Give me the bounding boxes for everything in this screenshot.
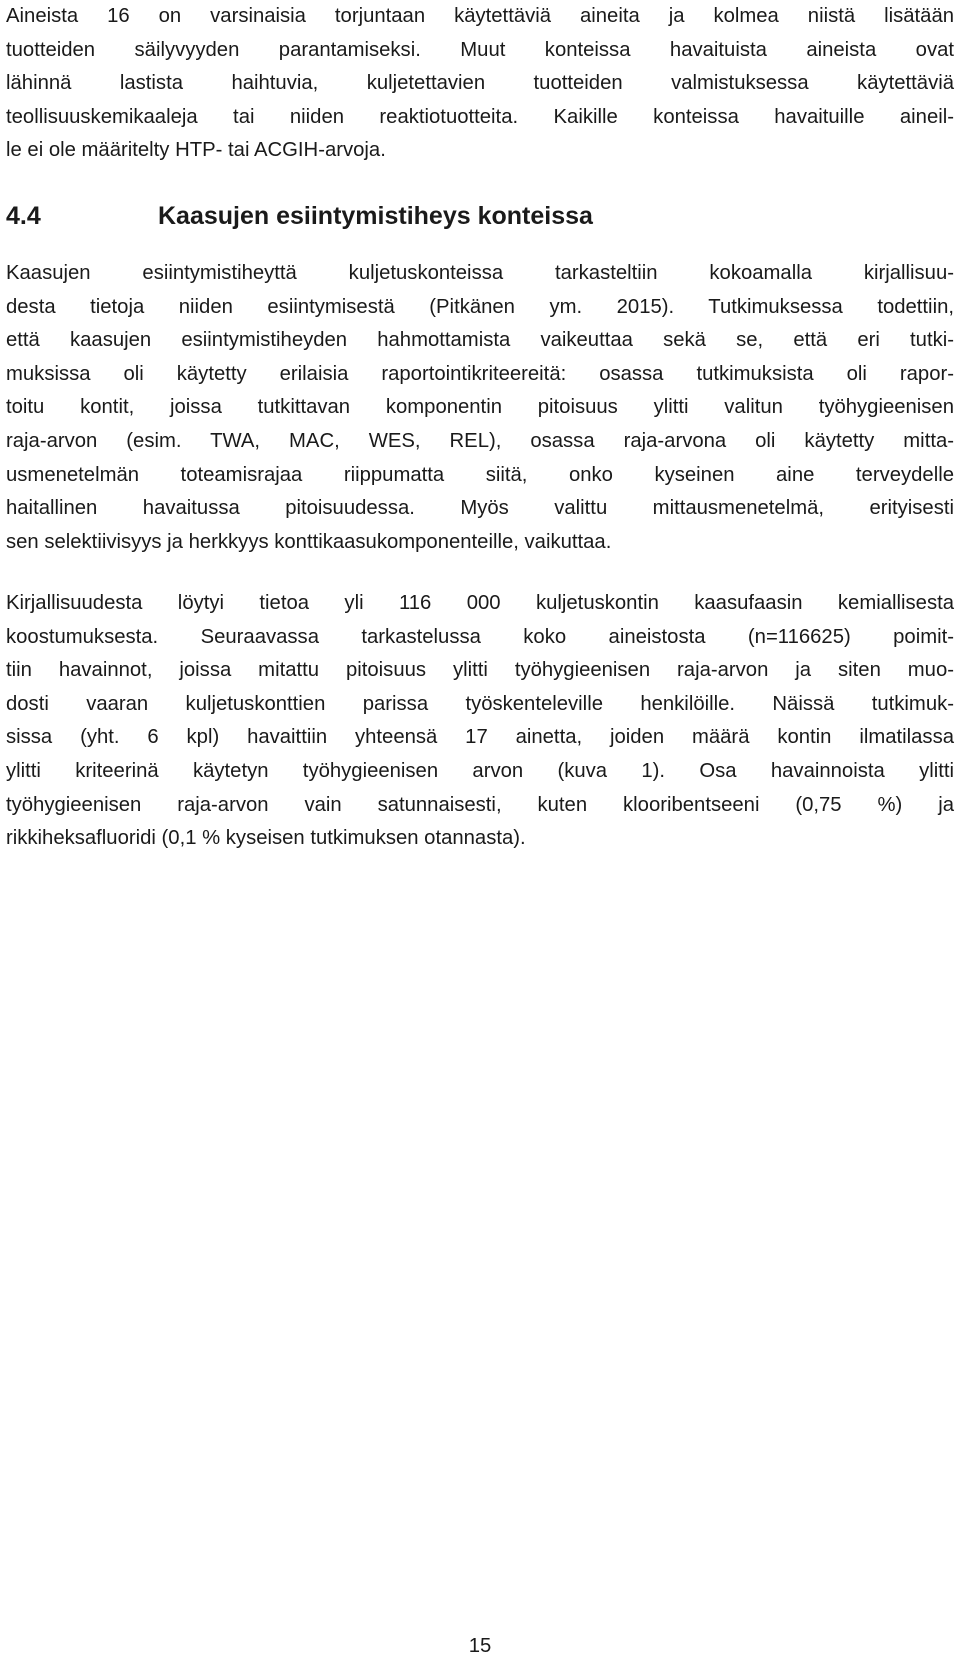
text-line: teollisuuskemikaaleja tai niiden reaktiotuotteita. Kaikille konteissa havaituille aineil-: [6, 105, 954, 128]
text-line: tuotteiden säilyvyyden parantamiseksi. Muut konteissa havaituista aineista ovat: [6, 38, 954, 61]
section-number: 4.4: [6, 202, 41, 230]
text-line: desta tietoja niiden esiintymisestä (Pitkänen ym. 2015). Tutkimuksessa todettiin,: [6, 295, 954, 318]
text-line: tiin havainnot, joissa mitattu pitoisuus ylitti työhygieenisen raja-arvon ja siten muo-: [6, 659, 954, 682]
paragraph-2: [6, 257, 954, 559]
text-line: työhygieenisen raja-arvon vain satunnaisesti, kuten klooribentseeni (0,75 %) ja: [6, 793, 954, 816]
text-line: le ei ole määritelty HTP- tai ACGIH-arvoja.: [6, 139, 386, 162]
text-line: sissa (yht. 6 kpl) havaittiin yhteensä 17 ainetta, joiden määrä kontin ilmatilassa: [6, 726, 954, 749]
text-line: koostumuksesta. Seuraavassa tarkastelussa koko aineistosta (n=116625) poimit-: [6, 625, 954, 648]
text-line: dosti vaaran kuljetuskonttien parissa työskenteleville henkilöille. Näissä tutkimuk-: [6, 692, 954, 715]
text-line: usmenetelmän toteamisrajaa riippumatta siitä, onko kyseinen aine terveydelle: [6, 463, 954, 486]
text-line: rikkiheksafluoridi (0,1 % kyseisen tutkimuksen otannasta).: [6, 827, 526, 850]
paragraph-1: [6, 0, 954, 168]
section-title: Kaasujen esiintymistiheys konteissa: [158, 202, 593, 230]
text-line: Aineista 16 on varsinaisia torjuntaan käytettäviä aineita ja kolmea niistä lisätään: [6, 5, 954, 27]
text-line: toitu kontit, joissa tutkittavan komponentin pitoisuus ylitti valitun työhygieenisen: [6, 396, 954, 419]
text-line: haitallinen havaitussa pitoisuudessa. Myös valittu mittausmenetelmä, erityisesti: [6, 497, 954, 520]
section-heading: [6, 196, 593, 236]
text-line: ylitti kriteerinä käytetyn työhygieenisen arvon (kuva 1). Osa havainnoista ylitti: [6, 759, 954, 782]
paragraph-3: [6, 587, 954, 856]
page-number: 15: [468, 1635, 492, 1657]
text-line: että kaasujen esiintymistiheyden hahmottamista vaikeuttaa sekä se, että eri tutki-: [6, 329, 954, 352]
text-line: raja-arvon (esim. TWA, MAC, WES, REL), osassa raja-arvona oli käytetty mitta-: [6, 429, 954, 452]
text-line: Kirjallisuudesta löytyi tietoa yli 116 000 kuljetuskontin kaasufaasin kemiallisesta: [6, 592, 954, 614]
text-line: Kaasujen esiintymistiheyttä kuljetuskonteissa tarkasteltiin kokoamalla kirjallisuu-: [6, 262, 954, 284]
text-line: muksissa oli käytetty erilaisia raportointikriteereitä: osassa tutkimuksista oli rapor-: [6, 362, 954, 385]
text-line: lähinnä lastista haihtuvia, kuljetettavien tuotteiden valmistuksessa käytettäviä: [6, 72, 954, 95]
text-line: sen selektiivisyys ja herkkyys konttikaasukomponenteille, vaikuttaa.: [6, 530, 612, 553]
